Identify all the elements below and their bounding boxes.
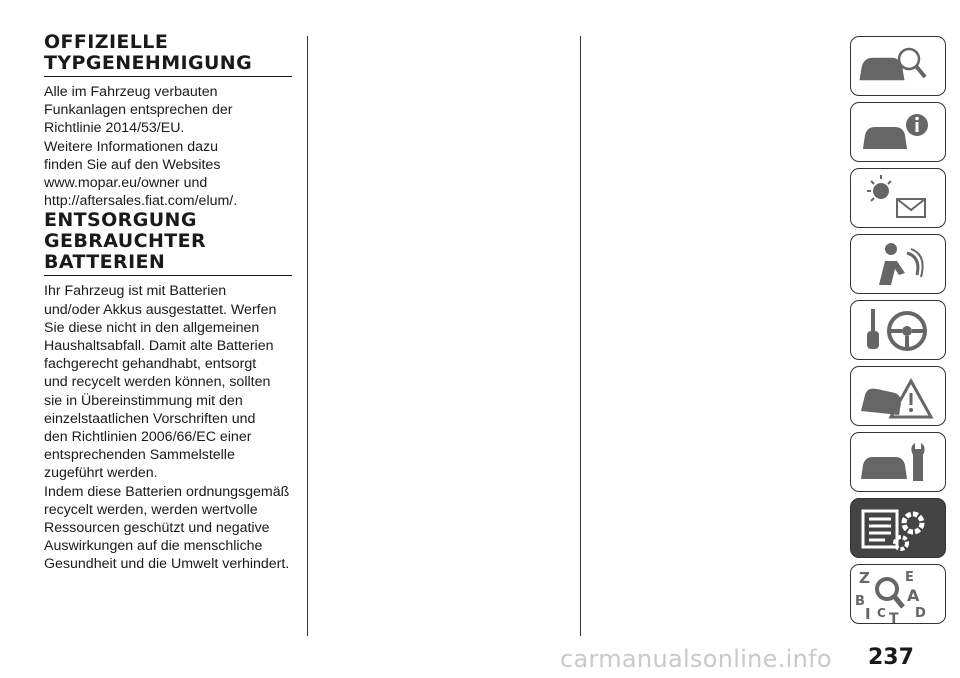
text-line: Haushaltsabfall. Damit alte Batterien — [44, 338, 274, 355]
paragraph-typgenehmigung — [44, 83, 294, 210]
text-line: Ihr Fahrzeug ist mit Batterien — [44, 283, 227, 300]
title-line: BATTERIEN — [44, 251, 166, 274]
title-line: ENTSORGUNG — [44, 209, 197, 232]
title-line: TYPGENEHMIGUNG — [44, 52, 253, 74]
text-line: Ressourcen geschützt und negative — [44, 520, 270, 537]
index-letter: D — [915, 606, 926, 621]
text-line: Alle im Fahrzeug verbauten — [44, 84, 218, 100]
tab-index[interactable] — [850, 564, 946, 624]
index-letter: T — [889, 611, 899, 625]
text-line: www.mopar.eu/owner und — [44, 175, 208, 192]
index-letter: Z — [859, 569, 870, 587]
title-line: OFFIZIELLE — [44, 31, 169, 53]
column-divider — [580, 36, 581, 636]
page-number: 237 — [868, 645, 914, 670]
text-line: und recycelt werden können, sollten — [44, 374, 271, 391]
section-title-typgenehmigung — [44, 32, 292, 77]
tab-emergency[interactable] — [850, 366, 946, 426]
text-line: fachgerecht gehandhabt, entsorgt — [44, 356, 257, 373]
tab-maintenance[interactable] — [850, 432, 946, 492]
text-line: Weitere Informationen dazu — [44, 138, 219, 155]
text-line: einzelstaatlichen Vorschriften und — [44, 410, 256, 427]
seat-airbag-icon — [851, 235, 947, 295]
text-line: http://aftersales.fiat.com/elum/. — [44, 193, 238, 210]
text-line: Sie diese nicht in den allgemeinen — [44, 319, 260, 336]
car-search-icon — [851, 37, 947, 97]
key-steering-wheel-icon — [851, 301, 947, 361]
car-info-icon — [851, 103, 947, 163]
tab-car-search[interactable] — [850, 36, 946, 96]
index-letter: C — [877, 606, 886, 620]
warning-light-message-icon — [851, 169, 947, 229]
text-line: zugeführt werden. — [44, 465, 158, 482]
index-letter: I — [865, 605, 871, 623]
tab-safety[interactable] — [850, 234, 946, 294]
text-line: den Richtlinien 2006/66/EC einer — [44, 429, 252, 446]
text-line: entsprechenden Sammelstelle — [44, 447, 235, 464]
tab-warning-lights[interactable] — [850, 168, 946, 228]
index-search-icon — [851, 565, 947, 625]
text-line: Auswirkungen auf die menschliche — [44, 538, 263, 555]
text-line: sie in Übereinstimmung mit den — [44, 392, 243, 409]
car-wrench-icon — [851, 433, 947, 493]
text-line: Funkanlagen entsprechen der — [44, 102, 233, 119]
main-column — [44, 32, 294, 574]
car-warning-triangle-icon — [851, 367, 947, 427]
paragraph-batterien — [44, 282, 294, 573]
text-line: und/oder Akkus ausgestattet. Werfen — [44, 301, 277, 318]
tab-car-info[interactable] — [850, 102, 946, 162]
watermark: carmanualsonline.info — [560, 645, 832, 673]
text-line: recycelt werden, werden wertvolle — [44, 501, 258, 518]
specs-gear-icon — [851, 499, 947, 559]
text-line: Richtlinie 2014/53/EU. — [44, 120, 185, 137]
title-line: GEBRAUCHTER — [44, 230, 207, 253]
index-letter: E — [905, 570, 914, 585]
tab-start-drive[interactable] — [850, 300, 946, 360]
text-line: finden Sie auf den Websites — [44, 156, 221, 173]
tab-technical-data[interactable] — [850, 498, 946, 558]
index-letter: B — [855, 594, 865, 609]
column-divider — [307, 36, 308, 636]
text-line: Gesundheit und die Umwelt verhindert. — [44, 556, 290, 573]
index-letter: A — [907, 586, 920, 605]
text-line: Indem diese Batterien ordnungsgemäß — [44, 483, 290, 500]
section-title-batterien — [44, 210, 292, 276]
